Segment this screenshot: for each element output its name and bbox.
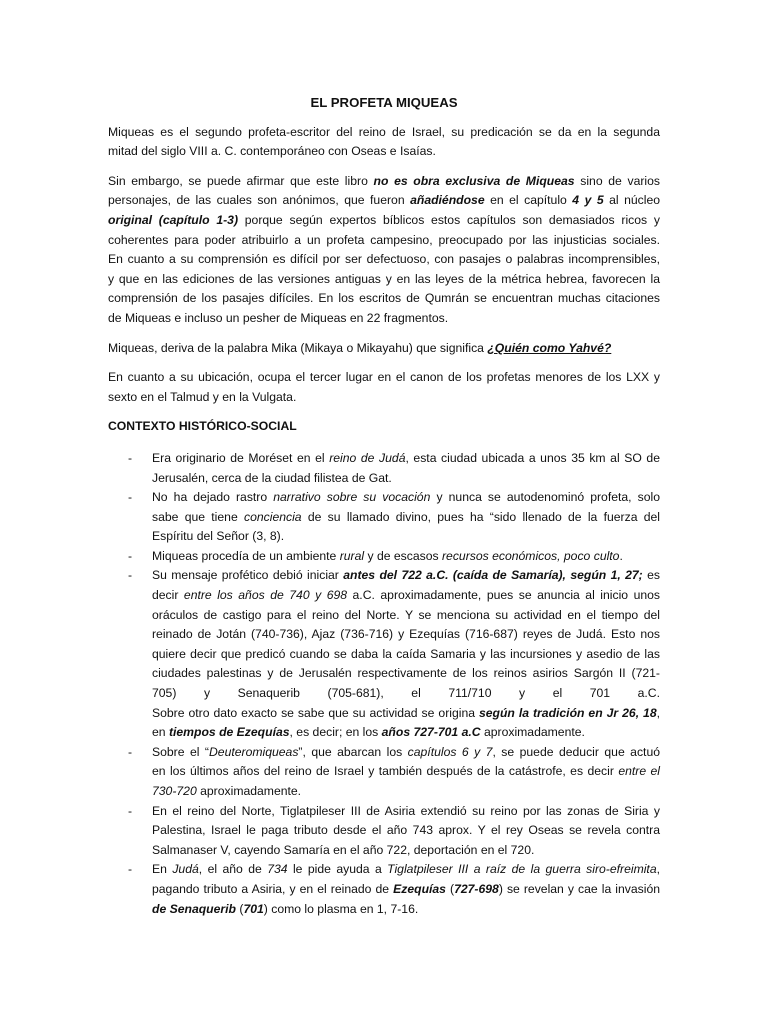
text-run: ”, que abarcan los xyxy=(298,744,408,759)
text-run: porque según expertos bíblicos estos capítulos son demasiados ricos y xyxy=(238,212,660,227)
text-run: de su llamado divino, pues ha “sido llenado de la fuerza del xyxy=(301,509,660,524)
text-run: sino de varios xyxy=(574,173,660,188)
text-run: ¿Quién como Yahvé? xyxy=(487,340,612,355)
text-run: decir xyxy=(152,588,184,603)
text-run: En cuanto a su ubicación, ocupa el tercer lugar en el canon de los profetas menores de los LXX y xyxy=(108,370,660,385)
text-run: ( xyxy=(235,901,244,916)
text-run: ( xyxy=(445,881,455,896)
text-run: antes del 722 a.C. (caída de Samaría), según 1, 27; xyxy=(343,568,643,583)
text-line xyxy=(108,309,660,329)
text-run: comprensión de los pasajes difíciles. En los escritos de Qumrán se encuentran muchas citaciones xyxy=(108,291,660,306)
list-dash: - xyxy=(128,548,133,563)
text-run: 701 xyxy=(243,901,264,916)
text-line xyxy=(152,488,660,508)
text-line xyxy=(152,723,660,743)
text-run: narrativo sobre su vocación xyxy=(273,490,431,505)
text-run: 727-698 xyxy=(454,881,499,896)
text-run: y que en las ediciones de las versiones antiguas y en las leyes de la métrica hebrea, favorecen la xyxy=(108,271,660,286)
text-run: 705) y Senaquerib (705-681), el 711/710 y el 701 a.C. xyxy=(152,686,660,701)
text-line xyxy=(152,469,660,489)
text-run: personajes, de las cuales son anónimos, que fueron xyxy=(108,193,411,208)
text-run: aproximadamente. xyxy=(480,725,585,740)
text-run: Era originario de Moréset en el xyxy=(152,450,330,465)
text-run: Sobre el “ xyxy=(152,744,209,759)
text-run: Miqueas procedía de un ambiente xyxy=(152,548,340,563)
text-run: . xyxy=(619,548,623,563)
text-run: le pide ayuda a xyxy=(287,862,388,877)
text-run: , es decir; en los xyxy=(289,725,382,740)
text-run: entre el xyxy=(618,764,660,779)
text-run: es xyxy=(642,568,660,583)
text-run: En xyxy=(152,862,173,877)
text-run: no es obra exclusiva de Miqueas xyxy=(373,173,575,188)
text-run: a.C. aproximadamente, pues se anuncia al inicio unos xyxy=(347,588,660,603)
text-line xyxy=(108,231,660,251)
text-run: en xyxy=(152,725,169,740)
list-dash: - xyxy=(128,803,133,818)
text-line xyxy=(152,762,660,782)
text-run: En cuanto a su comprensión es difícil por ser defectuoso, con pasajes o palabras incomprensibles, xyxy=(108,252,660,267)
text-line xyxy=(152,880,660,900)
text-run: Espíritu del Señor (3, 8). xyxy=(152,529,285,544)
text-run: añadiéndose xyxy=(410,193,485,208)
text-run: 730-720 xyxy=(152,784,197,798)
list-item xyxy=(108,566,660,742)
text-line xyxy=(152,586,660,606)
paragraph xyxy=(108,339,660,359)
text-line xyxy=(152,606,660,626)
text-run: en el capítulo xyxy=(484,193,573,208)
text-run: No ha dejado rastro xyxy=(152,490,274,505)
text-run: , esta ciudad ubicada a unos 35 km al SO de xyxy=(405,450,660,465)
text-run: Miqueas, deriva de la palabra Mika (Mikaya o Mikayahu) que significa xyxy=(108,340,488,355)
list-item xyxy=(108,488,660,547)
text-run: en los últimos años del reino de Israel y también después de la catástrofe, es decir xyxy=(152,764,619,779)
text-run: ciudades palestinas y de Jerusalén respectivamente de los reinos asirios Sargón II (721- xyxy=(152,666,660,681)
text-line xyxy=(152,900,660,920)
text-run: ) como lo plasma en 1, 7-16. xyxy=(263,901,419,916)
text-line xyxy=(152,821,660,841)
list-dash: - xyxy=(128,862,133,877)
list-item xyxy=(108,449,660,488)
text-line xyxy=(152,802,660,822)
text-run: reino de Judá xyxy=(329,450,406,465)
text-run: conciencia xyxy=(244,509,302,524)
text-run: quiere decir que predicó cuando se daba la caída Samaria y las incursiones y asedio de las xyxy=(152,646,660,661)
text-run: sabe que tiene xyxy=(152,509,244,524)
intro-paragraphs xyxy=(108,123,660,408)
text-line xyxy=(152,645,660,665)
text-run: años 727-701 a.C xyxy=(381,725,481,740)
text-line xyxy=(108,388,660,408)
text-run: Jerusalén, cerca de la ciudad filistea de Gat. xyxy=(152,470,392,485)
paragraph xyxy=(108,368,660,407)
text-line xyxy=(108,368,660,388)
text-run: Tiglatpileser III a raíz de la guerra siro-efreimita xyxy=(387,862,657,877)
text-run: Su mensaje profético debió iniciar xyxy=(152,568,344,583)
text-line xyxy=(108,191,660,211)
paragraph xyxy=(108,172,660,329)
text-run: aproximadamente. xyxy=(196,784,302,798)
text-run: 4 y 5 xyxy=(572,193,604,208)
text-run: pagando tributo a Asiria, y en el reinado de xyxy=(152,881,394,896)
text-run: oráculos de castigo para el reino del Norte. Y se menciona su actividad en el tiempo del xyxy=(152,607,660,622)
text-line xyxy=(108,270,660,290)
list-item xyxy=(108,743,660,802)
document-title: EL PROFETA MIQUEAS xyxy=(310,95,458,110)
text-run: Palestina, Israel le paga tributo desde el año 743 aprox. Y el rey Oseas se revela contra xyxy=(152,823,660,838)
text-run: de Senaquerib xyxy=(152,901,236,916)
text-run: Sobre otro dato exacto se sabe que su actividad se origina xyxy=(152,705,479,720)
text-line xyxy=(108,339,660,359)
text-line xyxy=(152,547,660,567)
list-dash: - xyxy=(128,744,133,759)
text-run: , se puede deducir que actuó xyxy=(492,744,660,759)
text-line xyxy=(152,625,660,645)
text-run: coherentes para poder atribuirlo a un profeta campesino, preocupado por las injusticias sociales. xyxy=(108,232,660,247)
text-line xyxy=(108,172,660,192)
text-run: , el año de xyxy=(198,862,268,877)
text-run: de Miqueas e incluso un pesher de Miqueas en 22 fragmentos. xyxy=(108,310,449,325)
text-run: sexto en el Talmud y en la Vulgata. xyxy=(108,389,297,404)
list-dash: - xyxy=(128,568,133,583)
text-run: , xyxy=(656,705,661,720)
text-line xyxy=(108,289,660,309)
text-run: Ezequías xyxy=(393,881,446,896)
text-line xyxy=(152,860,660,880)
text-run: capítulos 6 y 7 xyxy=(407,744,493,759)
list-dash: - xyxy=(128,490,133,505)
text-run: Miqueas es el segundo profeta-escritor del reino de Israel, su predicación se da en la segunda xyxy=(108,124,660,139)
text-line xyxy=(108,142,660,162)
text-run: al núcleo xyxy=(603,193,661,208)
text-run: y nunca se autodenominó profeta, solo xyxy=(430,490,660,505)
text-line xyxy=(152,704,660,724)
text-line xyxy=(152,684,660,704)
text-run: Salmanaser V, cayendo Samaría en el año 722, deportación en el 720. xyxy=(152,842,535,857)
text-line xyxy=(152,527,660,547)
list-dash: - xyxy=(128,450,133,465)
text-run: original (capítulo 1-3) xyxy=(108,212,238,227)
list-item xyxy=(108,860,660,919)
text-line xyxy=(108,250,660,270)
text-line xyxy=(108,123,660,143)
text-run: reinado de Jotán (740-736), Ajaz (736-716) y Ezequías (716-687) reyes de Judá. Esto nos xyxy=(152,627,660,642)
text-run: 734 xyxy=(267,862,288,877)
section-heading: CONTEXTO HISTÓRICO-SOCIAL xyxy=(108,419,297,434)
text-line xyxy=(108,211,660,231)
text-run: Deuteromiqueas xyxy=(208,744,299,759)
text-run: , xyxy=(656,862,660,877)
text-run: rural xyxy=(339,548,365,563)
context-list xyxy=(108,449,660,919)
text-run: En el reino del Norte, Tiglatpileser III de Asiria extendió su reino por las zonas de Siria y xyxy=(152,803,660,818)
text-run: entre los años de 740 y 698 xyxy=(183,588,348,603)
text-run: y de escasos xyxy=(364,548,442,563)
text-run: recursos económicos, poco culto xyxy=(441,548,620,563)
list-item xyxy=(108,802,660,861)
text-line xyxy=(152,782,660,802)
text-run: ) se revelan y cae la invasión xyxy=(498,881,660,896)
text-line xyxy=(152,566,660,586)
text-run: mitad del siglo VIII a. C. contemporáneo con Oseas e Isaías. xyxy=(108,144,436,159)
text-run: tiempos de Ezequías xyxy=(168,725,290,740)
text-run: Judá xyxy=(172,862,199,877)
text-line xyxy=(152,449,660,469)
text-run: según la tradición en Jr 26, 18 xyxy=(478,705,657,720)
text-line xyxy=(152,841,660,861)
list-item xyxy=(108,547,660,567)
paragraph xyxy=(108,123,660,162)
text-line xyxy=(152,743,660,763)
text-line xyxy=(152,664,660,684)
text-run: Sin embargo, se puede afirmar que este libro xyxy=(108,173,374,188)
text-line xyxy=(152,508,660,528)
